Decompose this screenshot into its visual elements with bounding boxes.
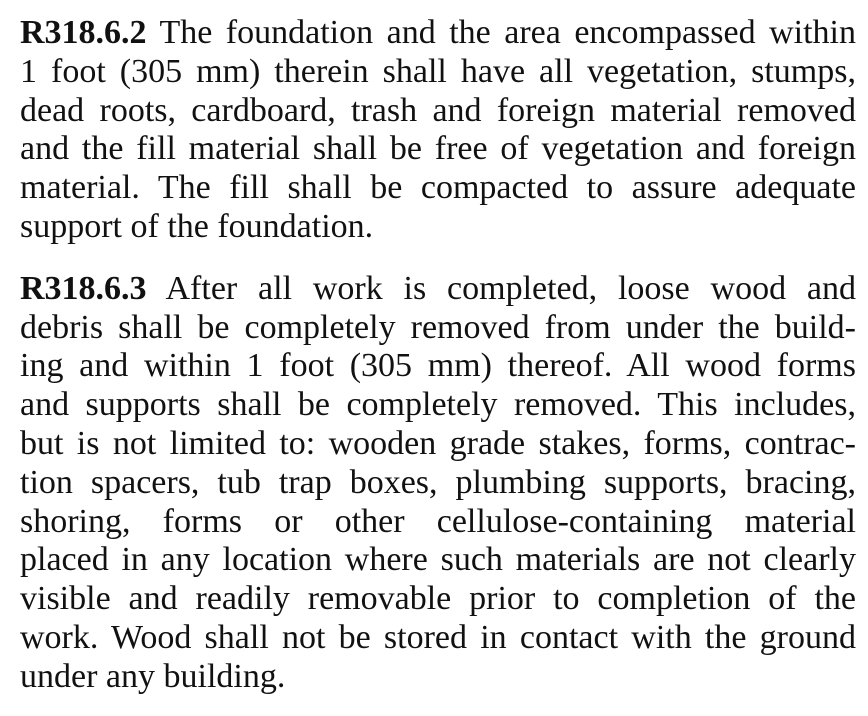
section-text: After all work is completed, loose wood and <box>146 269 856 307</box>
text-line <box>20 270 856 309</box>
text-line: support of the foundation. <box>20 207 374 245</box>
section-r318-6-2 <box>20 14 856 247</box>
section-number: R318.6.2 <box>20 14 147 51</box>
text-line: but is not limited to: wooden grade stakes, forms, contrac- <box>20 424 856 462</box>
text-line: shoring, forms or other cellulose-containing material <box>20 502 856 540</box>
text-line: debris shall be completely removed from under the build- <box>20 308 856 346</box>
section-number: R318.6.3 <box>20 269 147 307</box>
text-line: placed in any location where such materials are not clearly <box>20 541 856 579</box>
text-line: work. Wood shall not be stored in contact with the ground <box>20 618 856 656</box>
section-r318-6-3 <box>20 270 856 697</box>
text-line: and the fill material shall be free of vegetation and foreign <box>20 130 856 168</box>
text-line: and supports shall be completely removed. This includes, <box>20 386 856 424</box>
text-line: under any building. <box>20 657 286 695</box>
text-line <box>20 14 856 53</box>
text-line: 1 foot (305 mm) therein shall have all vegetation, stumps, <box>20 52 856 90</box>
document-page <box>20 14 856 697</box>
text-line: tion spacers, tub trap boxes, plumbing supports, bracing, <box>20 463 856 501</box>
section-text: The foundation and the area encompassed within <box>146 14 856 51</box>
text-line: ing and within 1 foot (305 mm) thereof. All wood forms <box>20 347 856 385</box>
text-line: visible and readily removable prior to completion of the <box>20 580 856 618</box>
text-line: material. The fill shall be compacted to assure adequate <box>20 169 856 207</box>
text-line: dead roots, cardboard, trash and foreign material removed <box>20 91 856 129</box>
